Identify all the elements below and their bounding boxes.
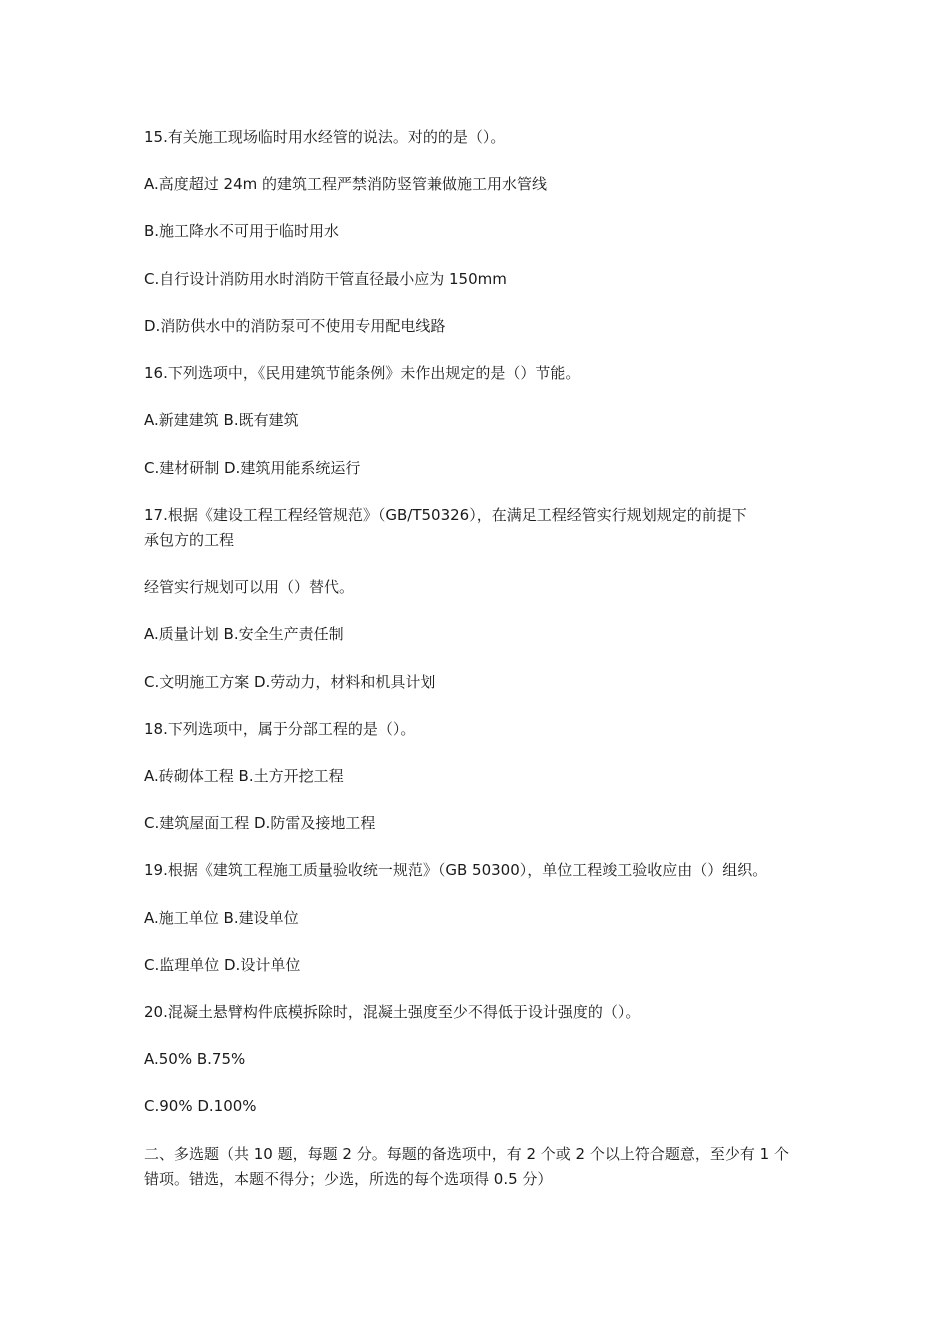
question-19-options-cd: C.监理单位 D.设计单位 bbox=[144, 956, 301, 974]
question-17-stem-line-3: 经管实行规划可以用（）替代。 bbox=[144, 578, 355, 596]
question-20-stem: 20.混凝土悬臂构件底模拆除时，混凝土强度至少不得低于设计强度的（）。 bbox=[144, 1003, 641, 1021]
question-17-options-ab: A.质量计划 B.安全生产责任制 bbox=[144, 625, 344, 643]
question-19-stem: 19.根据《建筑工程施工质量验收统一规范》（GB 50300），单位工程竣工验收应由（）组织。 bbox=[144, 861, 768, 879]
question-15-option-a: A.高度超过 24m 的建筑工程严禁消防竖管兼做施工用水管线 bbox=[144, 175, 548, 193]
section-2-heading-line-1: 二、多选题（共 10 题，每题 2 分。每题的备选项中，有 2 个或 2 个以上符合题意，至少有 1 个 bbox=[144, 1145, 789, 1163]
question-15-stem: 15.有关施工现场临时用水经管的说法。对的的是（）。 bbox=[144, 128, 506, 146]
question-18-options-cd: C.建筑屋面工程 D.防雷及接地工程 bbox=[144, 814, 376, 832]
question-20-options-ab: A.50% B.75% bbox=[144, 1050, 246, 1068]
question-15-option-d: D.消防供水中的消防泵可不使用专用配电线路 bbox=[144, 317, 446, 335]
question-20-options-cd: C.90% D.100% bbox=[144, 1097, 257, 1115]
question-17-options-cd: C.文明施工方案 D.劳动力，材料和机具计划 bbox=[144, 673, 436, 691]
section-2-heading-line-2: 错项。错选，本题不得分；少选，所选的每个选项得 0.5 分） bbox=[144, 1170, 553, 1188]
question-16-options-ab: A.新建建筑 B.既有建筑 bbox=[144, 411, 299, 429]
question-15-option-c: C.自行设计消防用水时消防干管直径最小应为 150mm bbox=[144, 270, 507, 288]
question-16-stem: 16.下列选项中，《民用建筑节能条例》未作出规定的是（）节能。 bbox=[144, 364, 581, 382]
question-18-options-ab: A.砖砌体工程 B.土方开挖工程 bbox=[144, 767, 344, 785]
question-17-stem-line-2: 承包方的工程 bbox=[144, 531, 235, 549]
question-17-stem-line-1: 17.根据《建设工程工程经管规范》（GB/T50326），在满足工程经管实行规划规定的前提下 bbox=[144, 506, 747, 524]
question-15-option-b: B.施工降水不可用于临时用水 bbox=[144, 222, 340, 240]
question-19-options-ab: A.施工单位 B.建设单位 bbox=[144, 909, 299, 927]
question-18-stem: 18.下列选项中，属于分部工程的是（）。 bbox=[144, 720, 416, 738]
question-16-options-cd: C.建材研制 D.建筑用能系统运行 bbox=[144, 459, 361, 477]
